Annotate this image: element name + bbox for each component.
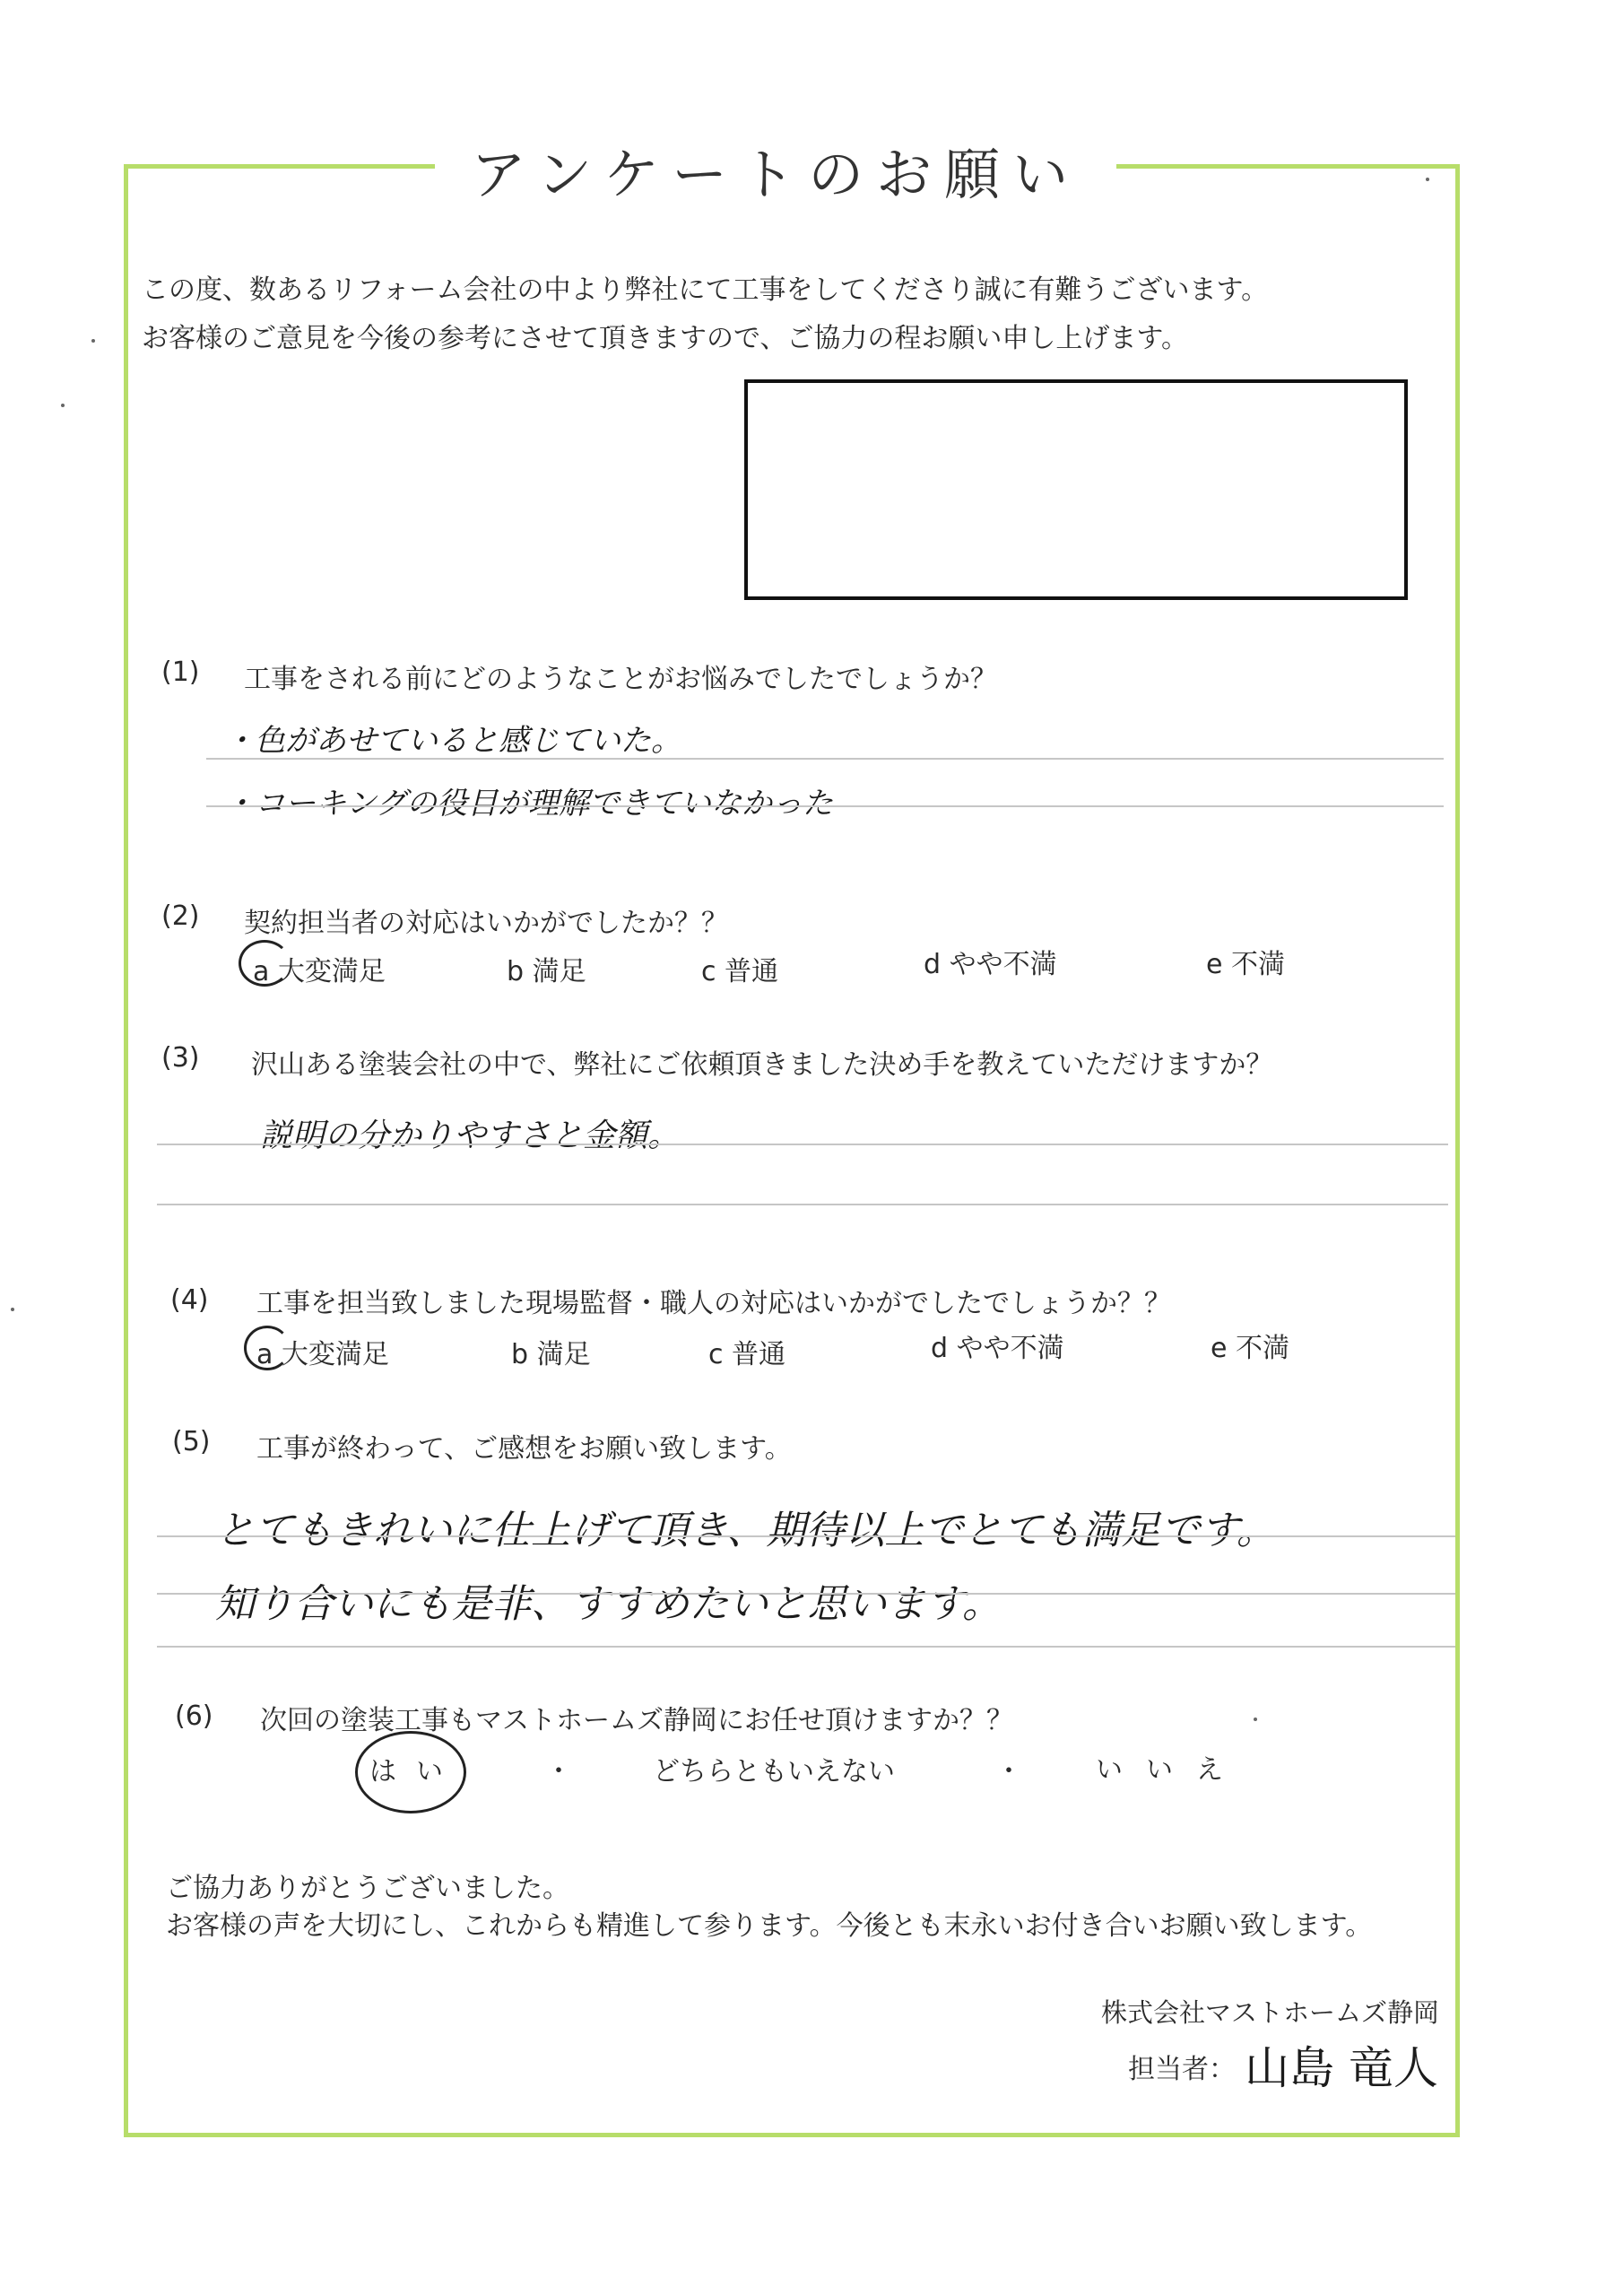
scan-speck (91, 339, 95, 343)
q6-separator: ・ (995, 1756, 1022, 1787)
q3-question: 沢山ある塗装会社の中で、弊社にご依頼頂きました決め手を教えていただけますか？ (251, 1049, 1273, 1081)
scan-speck (1254, 1718, 1257, 1721)
answer-rule (157, 1204, 1448, 1205)
q6-option-neither: どちらともいえない (653, 1756, 895, 1787)
q5-answer-1: とてもきれいに仕上げて頂き、期待以上でとても満足です。 (215, 1508, 1276, 1553)
answer-rule (206, 805, 1444, 807)
q2-option-e: e 不満 (1206, 949, 1285, 980)
scan-speck (1426, 178, 1429, 181)
q4-option-e: e 不満 (1211, 1333, 1289, 1364)
q6-option-yes: はい (369, 1756, 463, 1787)
intro-line-2: お客様のご意見を今後の参考にさせて頂きますので、ご協力の程お願い申し上げます。 (142, 323, 1188, 354)
scan-speck (11, 1308, 14, 1311)
q3-number: (3) (161, 1042, 200, 1074)
q4-question: 工事を担当致しました現場監督・職人の対応はいかがでしたでしょうか？？ (256, 1288, 1171, 1319)
q5-number: (5) (172, 1426, 211, 1457)
q2-question: 契約担当者の対応はいかがでしたか？？ (244, 908, 728, 939)
q6-number: (6) (175, 1700, 213, 1732)
staff-signature: 山島 竜人 (1245, 2042, 1438, 2094)
company-name: 株式会社マストホームズ静岡 (1101, 1997, 1440, 2028)
q2-number: (2) (161, 900, 200, 932)
answer-rule (157, 1646, 1455, 1648)
q6-option-no: いいえ (1096, 1754, 1246, 1786)
q6-separator: ・ (545, 1756, 572, 1787)
answer-rule (157, 1535, 1455, 1537)
q2-option-c: c 普通 (701, 956, 779, 987)
q1-number: (1) (161, 657, 200, 688)
q3-answer: 説明の分かりやすさと金額。 (260, 1118, 681, 1154)
q1-answer-1: ・色があせていると感じていた。 (224, 723, 681, 759)
q2-selection-circle (239, 940, 291, 987)
q2-option-b: b 満足 (507, 956, 586, 987)
q5-question: 工事が終わって、ご感想をお願い致します。 (256, 1433, 792, 1465)
q6-selection-circle (355, 1731, 466, 1813)
closing-line-2: お客様の声を大切にし、これからも精進して参ります。今後とも末永いお付き合いお願い致します。 (166, 1910, 1373, 1942)
staff-label: 担当者： (1128, 2054, 1236, 2085)
q4-option-d: d やや不満 (931, 1333, 1064, 1364)
q4-selection-circle (244, 1326, 291, 1370)
answer-rule (157, 1144, 1448, 1145)
q2-option-d: d やや不満 (924, 949, 1057, 980)
q4-number: (4) (170, 1284, 209, 1316)
q4-option-c: c 普通 (708, 1339, 786, 1370)
page-title: アンケートのお願い (435, 130, 1116, 210)
title-wrap (0, 130, 1623, 211)
intro-line-1: この度、数あるリフォーム会社の中より弊社にて工事をしてくださり誠に有難うございます。 (142, 274, 1269, 306)
scan-speck (61, 404, 65, 407)
q5-answer-2: 知り合いにも是非、すすめたいと思います。 (215, 1581, 1002, 1627)
answer-rule (157, 1593, 1455, 1595)
q6-question: 次回の塗装工事もマストホームズ静岡にお任せ頂けますか？？ (260, 1705, 1013, 1736)
q1-answer-2: ・コーキングの役目が理解できていなかった (224, 786, 833, 822)
q1-question: 工事をされる前にどのようなことがお悩みでしたでしょうか？ (244, 664, 997, 695)
redacted-box (744, 379, 1408, 600)
q2-option-a: a 大変満足 (253, 956, 386, 987)
q4-option-b: b 満足 (511, 1339, 591, 1370)
closing-line-1: ご協力ありがとうございました。 (166, 1873, 569, 1904)
answer-rule (206, 758, 1444, 760)
q4-option-a: a 大変満足 (256, 1339, 389, 1370)
